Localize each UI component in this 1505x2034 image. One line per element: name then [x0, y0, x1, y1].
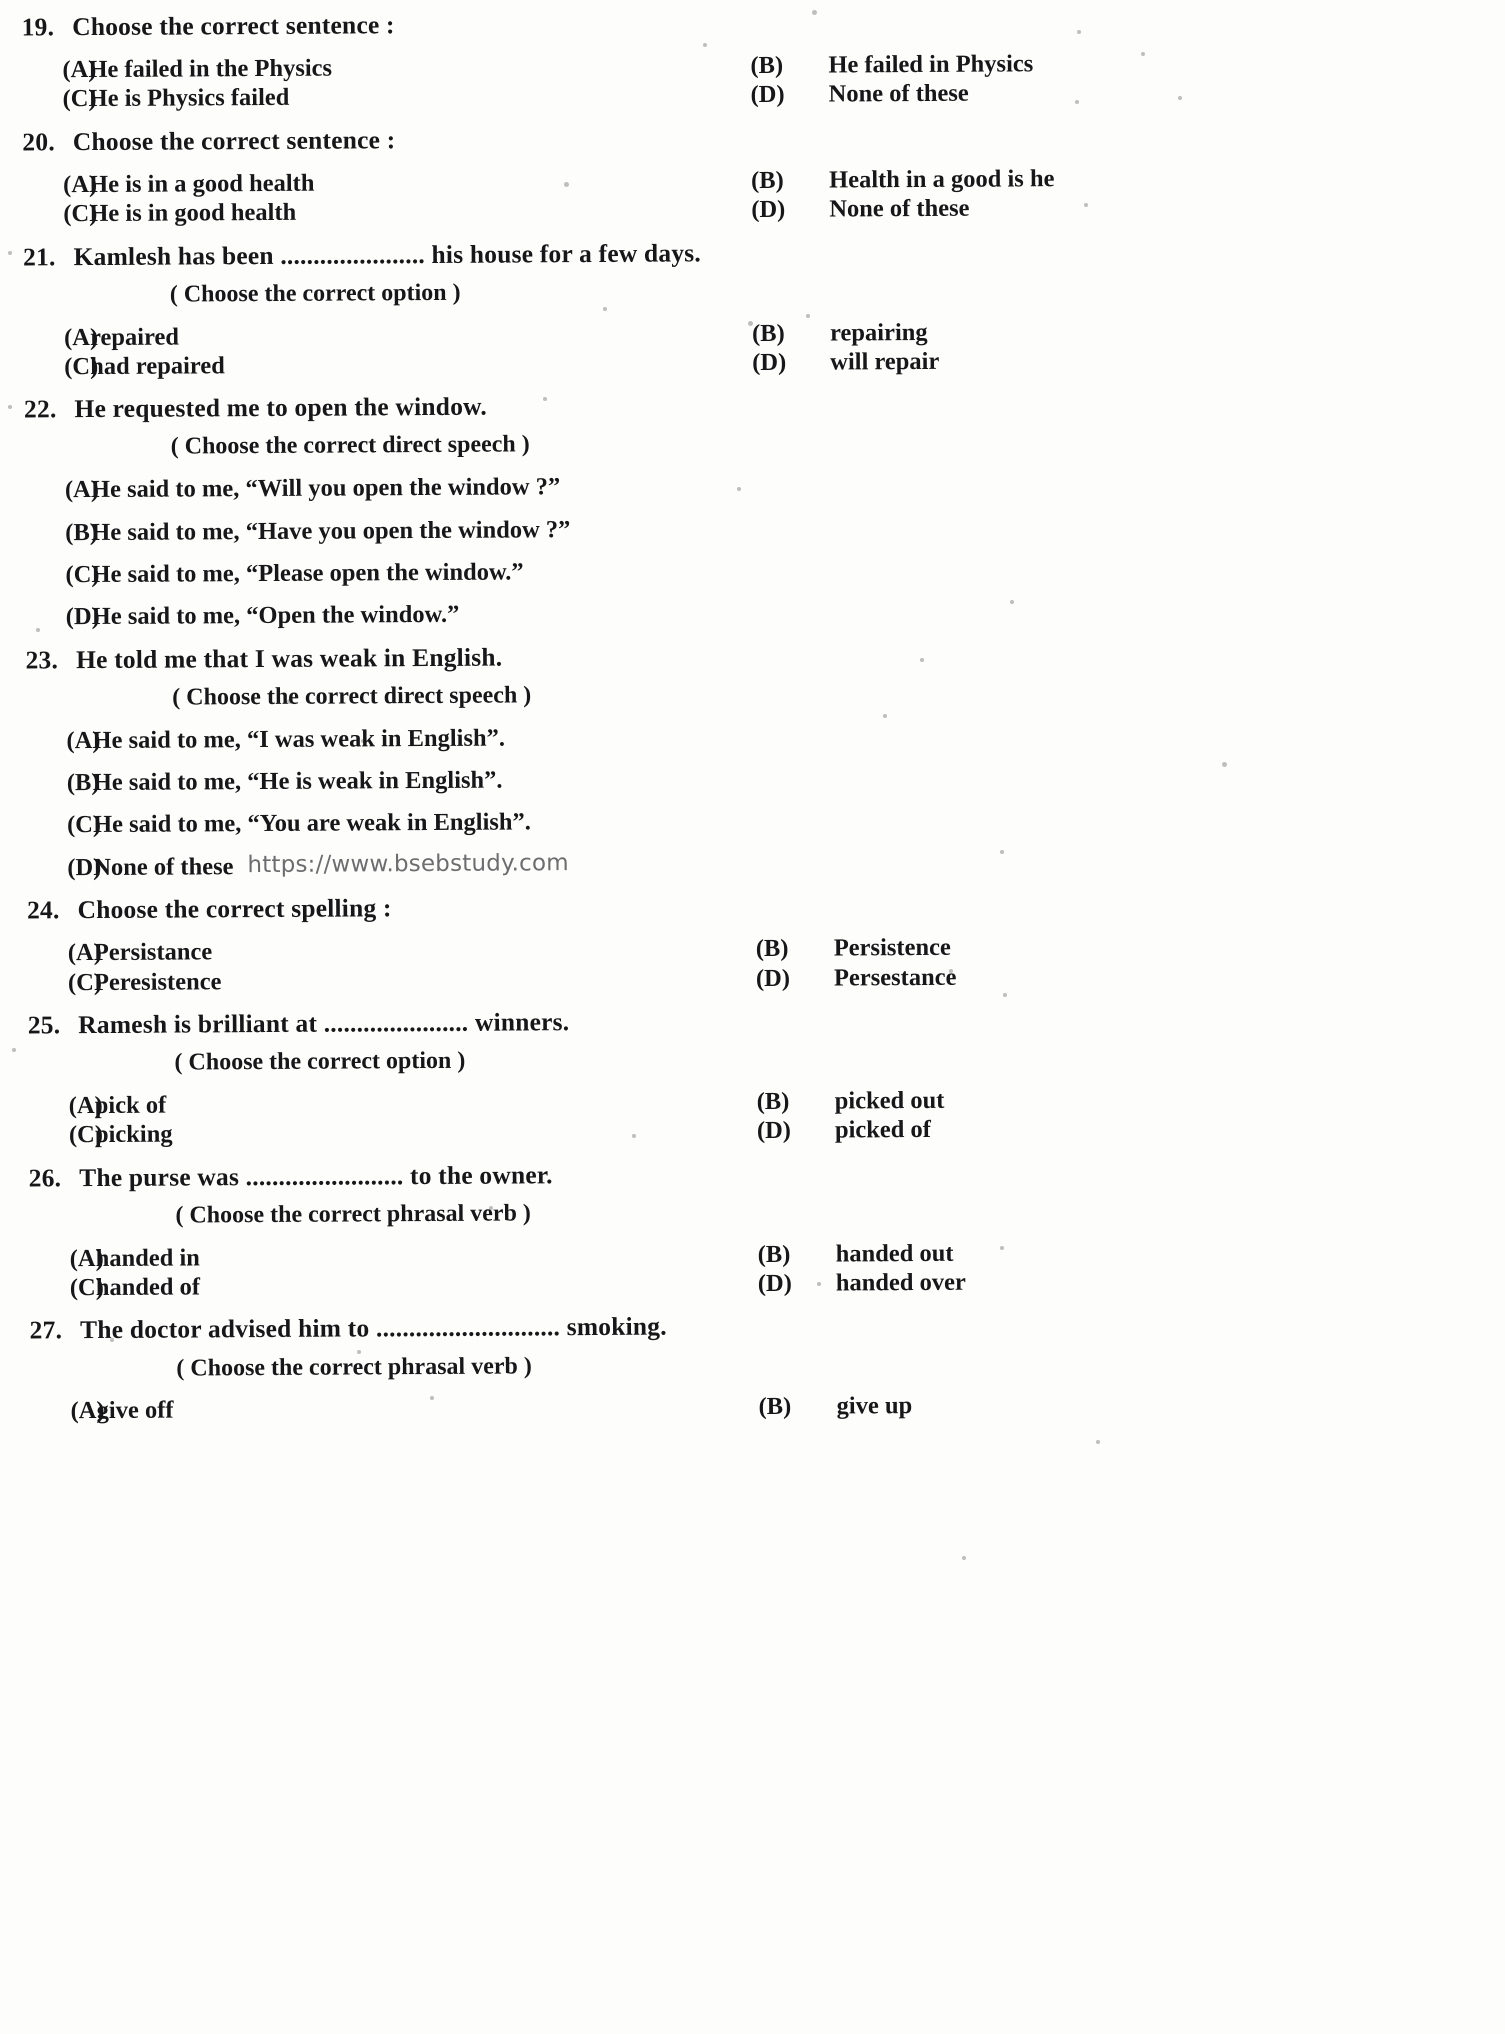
- option-label: He said to me, “Have you open the window ?”: [91, 515, 571, 546]
- option-label: None of these: [829, 195, 970, 223]
- option-c[interactable]: [1, 81, 741, 115]
- question-number: 25.: [27, 1010, 61, 1040]
- option-a[interactable]: [6, 934, 746, 968]
- option-tag: (D): [65, 603, 100, 631]
- option-label: Persestance: [833, 963, 957, 992]
- question-text: The doctor advised him to ............................ smoking.: [80, 1311, 667, 1345]
- option-label: picked of: [834, 1116, 931, 1144]
- option-label: Peresistence: [93, 967, 222, 996]
- question-number: 27.: [29, 1315, 63, 1345]
- option-tag: (D): [67, 853, 102, 882]
- option-label: He said to me, “Will you open the window ?”: [90, 473, 561, 504]
- option-label: handed over: [835, 1268, 966, 1297]
- option-label: handed in: [95, 1244, 200, 1272]
- question-number: 24.: [26, 895, 60, 925]
- question-number: 20.: [22, 127, 55, 157]
- option-tag: (B): [756, 1087, 790, 1115]
- question-19: [0, 3, 1505, 114]
- question-number: 19.: [21, 12, 55, 42]
- option-grid: [8, 1235, 1505, 1303]
- option-tag: (A): [68, 1091, 103, 1120]
- question-21: [1, 233, 1505, 382]
- scan-speckle: [962, 1556, 966, 1560]
- option-b[interactable]: [746, 930, 1386, 963]
- option-label: He said to me, “Open the window.”: [91, 601, 460, 631]
- site-watermark: https://www.bsebstudy.com: [247, 849, 569, 878]
- question-27: [8, 1307, 1505, 1426]
- option-c[interactable]: [6, 964, 746, 998]
- option-tag: (A): [62, 56, 97, 84]
- option-tag: (B): [757, 1240, 791, 1268]
- option-tag: (B): [751, 166, 784, 194]
- option-b[interactable]: [748, 1236, 1388, 1269]
- option-a[interactable]: [7, 1087, 747, 1121]
- option-tag: (A): [70, 1397, 105, 1425]
- option-tag: (A): [64, 476, 100, 504]
- question-instruction: ( Choose the correct direct speech ): [170, 431, 530, 461]
- option-label: Persistance: [93, 938, 213, 967]
- option-b[interactable]: [742, 315, 1382, 348]
- option-grid: [7, 1082, 1505, 1150]
- question-25: [6, 1001, 1505, 1150]
- option-tag: (A): [67, 939, 102, 967]
- option-tag: (B): [755, 935, 789, 963]
- option-tag: (A): [66, 726, 101, 754]
- question-text: He told me that I was weak in English.: [75, 642, 503, 674]
- option-label: repairing: [829, 318, 928, 347]
- question-text: The purse was ........................ to the owner.: [79, 1160, 553, 1192]
- option-tag: (D): [756, 1117, 792, 1145]
- option-label: He is in good health: [89, 199, 297, 228]
- option-label: None of these: [828, 80, 969, 109]
- question-instruction: ( Choose the correct option ): [169, 279, 461, 308]
- question-text: Kamlesh has been ...................... his house for a few days.: [73, 238, 702, 271]
- question-text: Choose the correct spelling :: [77, 893, 392, 925]
- option-d[interactable]: [747, 1113, 1387, 1146]
- option-tag: (C): [64, 352, 99, 381]
- option-grid: [1, 161, 1505, 229]
- option-d[interactable]: [740, 77, 1380, 110]
- option-b[interactable]: [749, 1388, 1389, 1421]
- question-22: [2, 386, 1505, 633]
- option-tag: (C): [66, 811, 102, 839]
- option-tag: (C): [67, 968, 103, 996]
- option-tag: (B): [758, 1393, 792, 1421]
- option-a[interactable]: [9, 1392, 749, 1426]
- option-label: He failed in the Physics: [88, 54, 333, 84]
- option-tag: (C): [62, 85, 97, 113]
- option-tag: (D): [752, 348, 787, 376]
- option-label: had repaired: [90, 352, 225, 381]
- option-d[interactable]: [742, 344, 1382, 377]
- option-grid: [6, 930, 1505, 998]
- question-number: 26.: [28, 1163, 62, 1193]
- option-label: Persistence: [833, 934, 951, 962]
- option-tag: (D): [750, 81, 785, 109]
- scan-speckle: [1096, 1440, 1100, 1444]
- option-d[interactable]: [748, 1265, 1388, 1298]
- option-tag: (D): [757, 1269, 792, 1298]
- option-label: give off: [96, 1396, 174, 1425]
- option-tag: (C): [63, 200, 98, 228]
- option-a[interactable]: [2, 319, 742, 353]
- option-d[interactable]: [746, 960, 1386, 993]
- option-label: He said to me, “He is weak in English”.: [92, 766, 503, 797]
- question-instruction: ( Choose the correct phrasal verb ): [175, 1200, 531, 1229]
- question-text: Ramesh is brilliant at ...................... winners.: [78, 1007, 570, 1040]
- option-tag: (A): [63, 170, 98, 199]
- option-label: He failed in Physics: [828, 50, 1034, 79]
- option-tag: (A): [63, 323, 99, 351]
- option-label: handed out: [835, 1239, 954, 1268]
- option-a[interactable]: [1, 166, 741, 200]
- option-grid: [2, 314, 1505, 382]
- question-text: Choose the correct sentence :: [72, 125, 396, 157]
- option-c[interactable]: [2, 348, 742, 382]
- option-label: He said to me, “You are weak in English”.: [92, 808, 531, 839]
- option-label: repaired: [89, 323, 180, 351]
- option-list: [4, 717, 1505, 883]
- question-20: [1, 118, 1505, 229]
- option-tag: (D): [751, 196, 786, 224]
- option-label: give up: [836, 1392, 913, 1420]
- option-label: He said to me, “I was weak in English”.: [92, 724, 506, 754]
- option-a[interactable]: [8, 1240, 748, 1274]
- option-label: He is Physics failed: [88, 84, 290, 113]
- question-number: 22.: [23, 394, 57, 424]
- question-24: [5, 887, 1505, 998]
- option-label: picked out: [834, 1086, 945, 1115]
- question-instruction: ( Choose the correct option ): [174, 1047, 466, 1076]
- option-tag: (C): [69, 1274, 104, 1302]
- option-tag: (A): [69, 1244, 104, 1272]
- option-c[interactable]: [8, 1269, 748, 1303]
- question-number: 23.: [25, 645, 59, 675]
- option-grid: [0, 46, 1505, 114]
- option-label: He said to me, “Please open the window.”: [91, 558, 524, 589]
- option-tag: (B): [751, 319, 785, 347]
- question-text: Choose the correct sentence :: [72, 10, 395, 42]
- option-b[interactable]: [741, 162, 1381, 195]
- question-number: 21.: [22, 241, 56, 272]
- option-tag: (B): [750, 51, 784, 80]
- option-tag: (B): [65, 518, 98, 546]
- option-label: None of these: [93, 853, 234, 881]
- question-instruction: ( Choose the correct phrasal verb ): [176, 1352, 532, 1382]
- question-instruction: ( Choose the correct direct speech ): [172, 682, 532, 711]
- option-tag: (C): [68, 1121, 104, 1149]
- option-b[interactable]: [747, 1083, 1387, 1116]
- option-c[interactable]: [1, 195, 741, 229]
- question-23: [4, 636, 1505, 883]
- question-26: [7, 1154, 1505, 1303]
- question-text: He requested me to open the window.: [74, 392, 487, 424]
- option-d[interactable]: [741, 191, 1381, 224]
- option-label: pick of: [94, 1091, 167, 1120]
- option-c[interactable]: [7, 1116, 747, 1150]
- option-label: Health in a good is he: [829, 165, 1055, 194]
- option-tag: (B): [66, 769, 100, 797]
- option-list: [3, 467, 1505, 633]
- option-tag: (D): [755, 964, 791, 992]
- option-b[interactable]: [740, 47, 1380, 80]
- option-label: He is in a good health: [89, 169, 315, 198]
- option-a[interactable]: [0, 51, 740, 85]
- option-tag: (C): [65, 561, 100, 589]
- option-label: handed of: [95, 1273, 201, 1302]
- option-label: picking: [94, 1120, 173, 1149]
- option-label: will repair: [830, 347, 940, 376]
